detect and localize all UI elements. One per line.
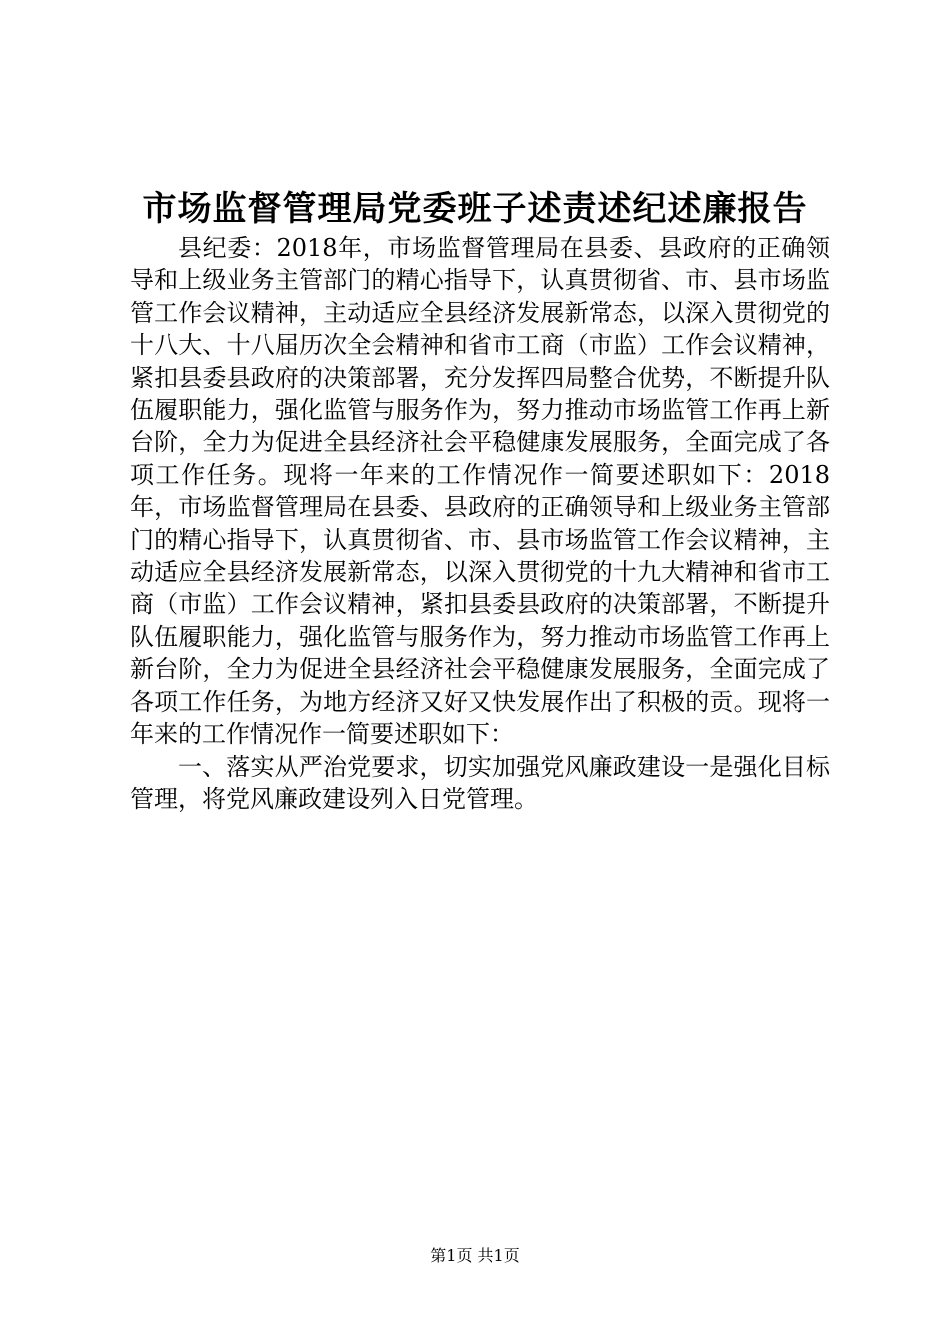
page-footer	[0, 1245, 950, 1267]
page-total: 共1页	[477, 1246, 520, 1265]
paragraph-1: 县纪委：2018年，市场监督管理局在县委、县政府的正确领导和上级业务主管部门的精心指导下，认真贯彻省、市、县市场监管工作会议精神，主动适应全县经济发展新常态，以深入贯彻党的十八大、十八届历次全会精神和省市工商（市监）工作会议精神，紧扣县委县政府的决策部署，充分发挥四局整合优势，不断提升队伍履职能力，强化监管与服务作为，努力推动市场监管工作再上新台阶，全力为促进全县经济社会平稳健康发展服务，全面完成了各项工作任务。现将一年来的工作情况作一简要述职如下：2018年，市场监督管理局在县委、县政府的正确领导和上级业务主管部门的精心指导下，认真贯彻省、市、县市场监管工作会议精神，主动适应全县经济发展新常态，以深入贯彻党的十九大精神和省市工商（市监）工作会议精神，紧扣县委县政府的决策部署，不断提升队伍履职能力，强化监管与服务作为，努力推动市场监管工作再上新台阶，全力为促进全县经济社会平稳健康发展服务，全面完成了各项工作任务，为地方经济又好又快发展作出了积极的贡。现将一年来的工作情况作一简要述职如下：	[130, 234, 830, 749]
page-number: 第1页	[430, 1246, 473, 1265]
paragraph-2: 一、落实从严治党要求，切实加强党风廉政建设一是强化目标管理，将党风廉政建设列入日党管理。	[130, 752, 830, 813]
document-body	[130, 232, 830, 815]
document-title: 市场监督管理局党委班子述责述纪述廉报告	[142, 189, 808, 229]
